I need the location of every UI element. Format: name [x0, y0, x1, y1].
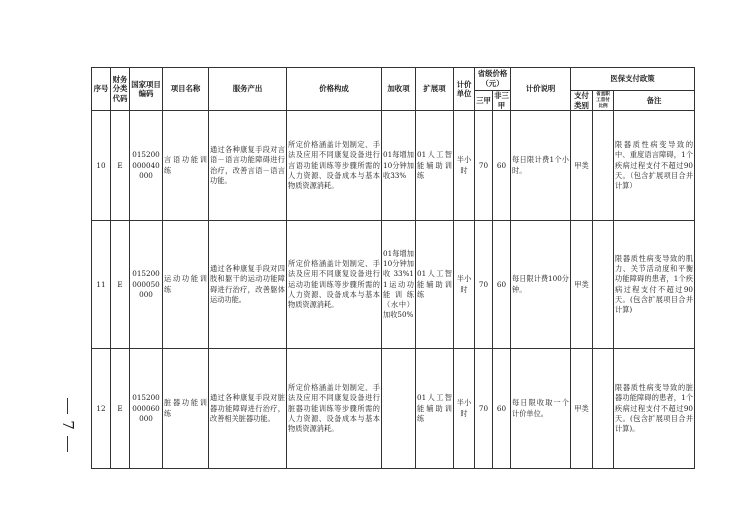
header-price-notes: 计价说明: [511, 68, 571, 111]
page-number-dash-top: [67, 398, 68, 414]
cell-extension: 01人工智能辅助训练: [416, 349, 454, 469]
header-row-1: [92, 68, 695, 91]
header-grade3a: 三甲: [475, 91, 493, 111]
header-unit: 计价单位: [454, 68, 475, 111]
cell-national-code: 015200000050000: [130, 221, 163, 349]
cell-price-notes: 每日限收取一个计价单位。: [511, 349, 571, 469]
cell-seq: 12: [92, 349, 111, 469]
cell-national-code: 015200000040000: [130, 111, 163, 221]
header-national-code: 国家项目编码: [130, 68, 163, 111]
cell-price-grade3a: 70: [475, 349, 493, 469]
cell-payment-category: 甲类: [571, 349, 593, 469]
cell-seq: 10: [92, 111, 111, 221]
cell-item-name: 言语功能训练: [163, 111, 209, 221]
header-extension: 扩展项: [416, 68, 454, 111]
header-remarks: 备注: [614, 91, 695, 111]
cell-price-composition: 所定价格涵盖计划制定、手法及应用不同康复设备进行言语功能训练等步骤所需的人力资源、设备成本与基本物质资源消耗。: [287, 111, 382, 221]
cell-price-notes: 每日限计费1个小时。: [511, 111, 571, 221]
header-price-composition: 价格构成: [287, 68, 382, 111]
header-item-name: 项目名称: [163, 68, 209, 111]
cell-price-grade3a: 70: [475, 111, 493, 221]
cell-price-non-grade3a: 60: [493, 349, 511, 469]
page-number-dash-bottom: [67, 436, 68, 452]
cell-unit: 半小时: [454, 111, 475, 221]
header-finance-code: 财务分类代码: [111, 68, 130, 111]
page-number-mark: [58, 398, 78, 456]
cell-unit: 半小时: [454, 221, 475, 349]
header-extra-charge: 加收项: [382, 68, 416, 111]
header-payment-category: 支付类别: [571, 91, 593, 111]
cell-payment-category: 甲类: [571, 111, 593, 221]
cell-service-output: 通过各种康复手段对言语－语言功能障碍进行治疗，改善言语－语言功能。: [209, 111, 287, 221]
cell-remarks: 限器质性病变导致的肌力、关节活动度和平衡功能障碍的患者，1个疾病过程支付不超过90天。(包含扩展项目合并计算): [614, 221, 695, 349]
header-seq: 序号: [92, 68, 111, 111]
cell-item-name: 脏器功能训练: [163, 349, 209, 469]
table-row: [92, 221, 695, 349]
cell-extra-charge: 01每增加10分钟加收33%: [382, 111, 416, 221]
cell-finance-code: E: [111, 111, 130, 221]
cell-finance-code: E: [111, 221, 130, 349]
cell-extra-charge: [382, 349, 416, 469]
cell-provincial-ratio: [593, 349, 614, 469]
cell-price-composition: 所定价格涵盖计划制定、手法及应用不同康复设备进行运动功能训练等步骤所需的人力资源、设备成本与基本物质资源消耗。: [287, 221, 382, 349]
cell-extension: 01人工智能辅助训练: [416, 111, 454, 221]
header-service-output: 服务产出: [209, 68, 287, 111]
cell-price-notes: 每日限计费100分钟。: [511, 221, 571, 349]
table-row: [92, 349, 695, 469]
cell-provincial-ratio: [593, 221, 614, 349]
header-insurance-policy: 医保支付政策: [571, 68, 695, 91]
cell-extra-charge: 01每增加10分钟加收33%11运动功能训练（水中）加收50%: [382, 221, 416, 349]
header-provincial-price: 省级价格（元）: [475, 68, 511, 91]
cell-price-non-grade3a: 60: [493, 111, 511, 221]
cell-seq: 11: [92, 221, 111, 349]
cell-provincial-ratio: [593, 111, 614, 221]
cell-service-output: 通过各种康复手段对四肢和躯干的运动功能障碍进行治疗，改善躯体运动功能。: [209, 221, 287, 349]
cell-payment-category: 甲类: [571, 221, 593, 349]
cell-service-output: 通过各种康复手段对脏器功能障碍进行治疗，改善相关脏器功能。: [209, 349, 287, 469]
medical-fee-table: [91, 67, 695, 469]
cell-item-name: 运动功能训练: [163, 221, 209, 349]
cell-national-code: 015200000060000: [130, 349, 163, 469]
header-non-grade3a: 非三甲: [494, 91, 509, 110]
table-row: [92, 111, 695, 221]
cell-unit: 半小时: [454, 349, 475, 469]
cell-price-non-grade3a: 60: [493, 221, 511, 349]
cell-extension: 01人工智能辅助训练: [416, 221, 454, 349]
header-provincial-ratio: 省直职工首付比例: [593, 91, 614, 111]
cell-price-composition: 所定价格涵盖计划制定、手法及应用不同康复设备进行脏器功能训练等步骤所需的人力资源、设备成本与基本物质资源消耗。: [287, 349, 382, 469]
cell-price-grade3a: 70: [475, 221, 493, 349]
cell-remarks: 限器质性病变导致的中、重度语言障碍，1个疾病过程支付不超过90天。（包含扩展项目合并计算）: [614, 111, 695, 221]
cell-remarks: 限器质性病变导致的脏器功能障碍的患者，1个疾病过程支付不超过90天。(包含扩展项目合并计算)。: [614, 349, 695, 469]
page-number: 7: [59, 420, 77, 430]
cell-finance-code: E: [111, 349, 130, 469]
